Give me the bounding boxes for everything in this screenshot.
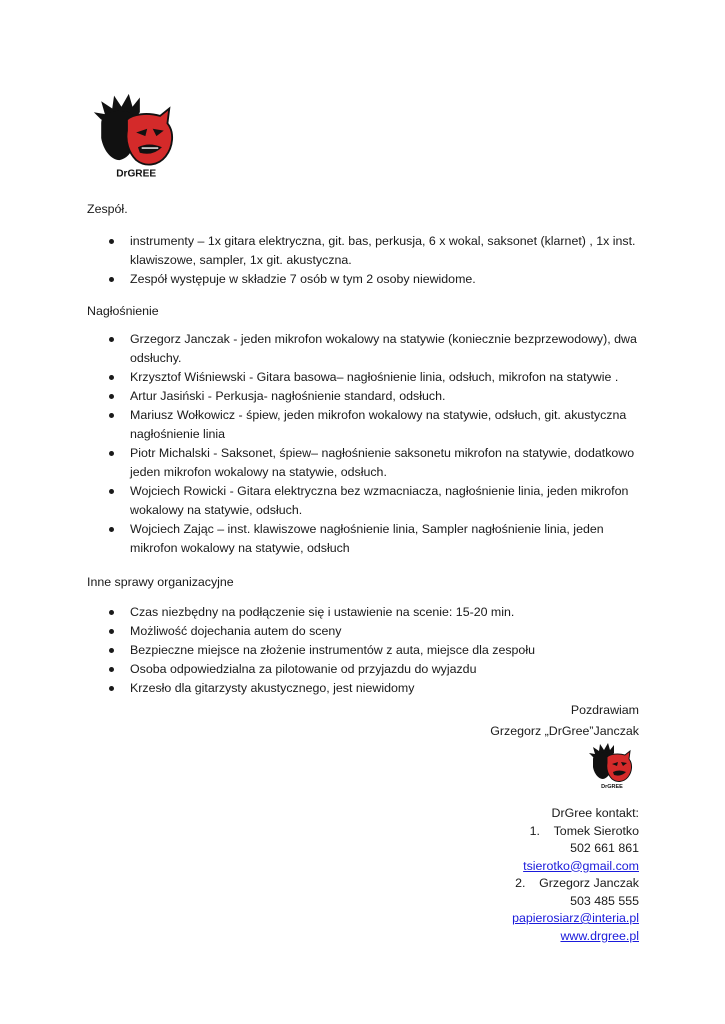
list-item: Wojciech Rowicki - Gitara elektryczna bez wzmacniacza, nagłośnienie linia, jeden mikrofon wokalowy na statywie, odsłuch. bbox=[87, 482, 647, 520]
list-item: Krzysztof Wiśniewski - Gitara basowa– nagłośnienie linia, odsłuch, mikrofon na statywie . bbox=[87, 368, 647, 387]
contact-person-name: 1. Tomek Sierotko bbox=[529, 823, 639, 838]
section-heading-org: Inne sprawy organizacyjne bbox=[87, 575, 234, 589]
band-list bbox=[87, 232, 647, 289]
section-heading-band: Zespół. bbox=[87, 202, 128, 216]
email-link[interactable]: papierosiarz@interia.pl bbox=[512, 911, 639, 925]
list-item: Osoba odpowiedzialna za pilotowanie od przyjazdu do wyjazdu bbox=[87, 660, 647, 679]
list-item: Bezpieczne miejsce na złożenie instrumentów z auta, miejsce dla zespołu bbox=[87, 641, 647, 660]
greeting: Pozdrawiam bbox=[570, 703, 639, 717]
list-item: Krzesło dla gitarzysty akustycznego, jest niewidomy bbox=[87, 679, 647, 698]
sound-list bbox=[87, 330, 647, 558]
list-item: Czas niezbędny na podłączenie się i ustawienie na scenie: 15-20 min. bbox=[87, 603, 647, 622]
org-list bbox=[87, 603, 647, 698]
list-item: Mariusz Wołkowicz - śpiew, jeden mikrofon wokalowy na statywie, odsłuch, git. akustyczna nagłośnienie linia bbox=[87, 406, 647, 444]
list-item: Piotr Michalski - Saksonet, śpiew– nagłośnienie saksonetu mikrofon na statywie, dodatkowo jeden mikrofon wokalowy na statywie, odsłuch. bbox=[87, 444, 647, 482]
email-link[interactable]: tsierotko@gmail.com bbox=[523, 858, 639, 873]
list-item: Wojciech Zając – inst. klawiszowe nagłośnienie linia, Sampler nagłośnienie linia, jeden mikrofon wokalowy na statywie, odsłuch bbox=[87, 520, 647, 558]
contact-title: DrGree kontakt: bbox=[551, 806, 639, 820]
logo-text: DrGREE bbox=[116, 168, 157, 180]
logo-text: DrGREE bbox=[601, 784, 623, 790]
list-item: Artur Jasiński - Perkusja- nagłośnienie standard, odsłuch. bbox=[87, 387, 647, 406]
contact-phone: 503 485 555 bbox=[570, 893, 639, 908]
section-heading-sound: Nagłośnienie bbox=[87, 304, 159, 318]
drgree-logo bbox=[92, 92, 184, 184]
list-item: Zespół występuje w składzie 7 osób w tym 2 osoby niewidome. bbox=[87, 270, 647, 289]
contact-phone: 502 661 861 bbox=[570, 841, 639, 855]
contact-block bbox=[512, 805, 639, 945]
list-item: instrumenty – 1x gitara elektryczna, git. bas, perkusja, 6 x wokal, saksonet (klarnet) , 1x inst. klawiszowe, sampler, 1x git. akustyczna. bbox=[87, 232, 647, 270]
signature bbox=[490, 702, 639, 740]
signature-name: Grzegorz „DrGree”Janczak bbox=[490, 723, 639, 738]
website-link[interactable]: www.drgree.pl bbox=[560, 928, 639, 943]
list-item: Grzegorz Janczak - jeden mikrofon wokalowy na statywie (koniecznie bezprzewodowy), dwa odsłuchy. bbox=[87, 330, 647, 368]
contact-person-name: 2. Grzegorz Janczak bbox=[515, 876, 639, 890]
drgree-logo-small bbox=[588, 742, 638, 792]
list-item: Możliwość dojechania autem do sceny bbox=[87, 622, 647, 641]
